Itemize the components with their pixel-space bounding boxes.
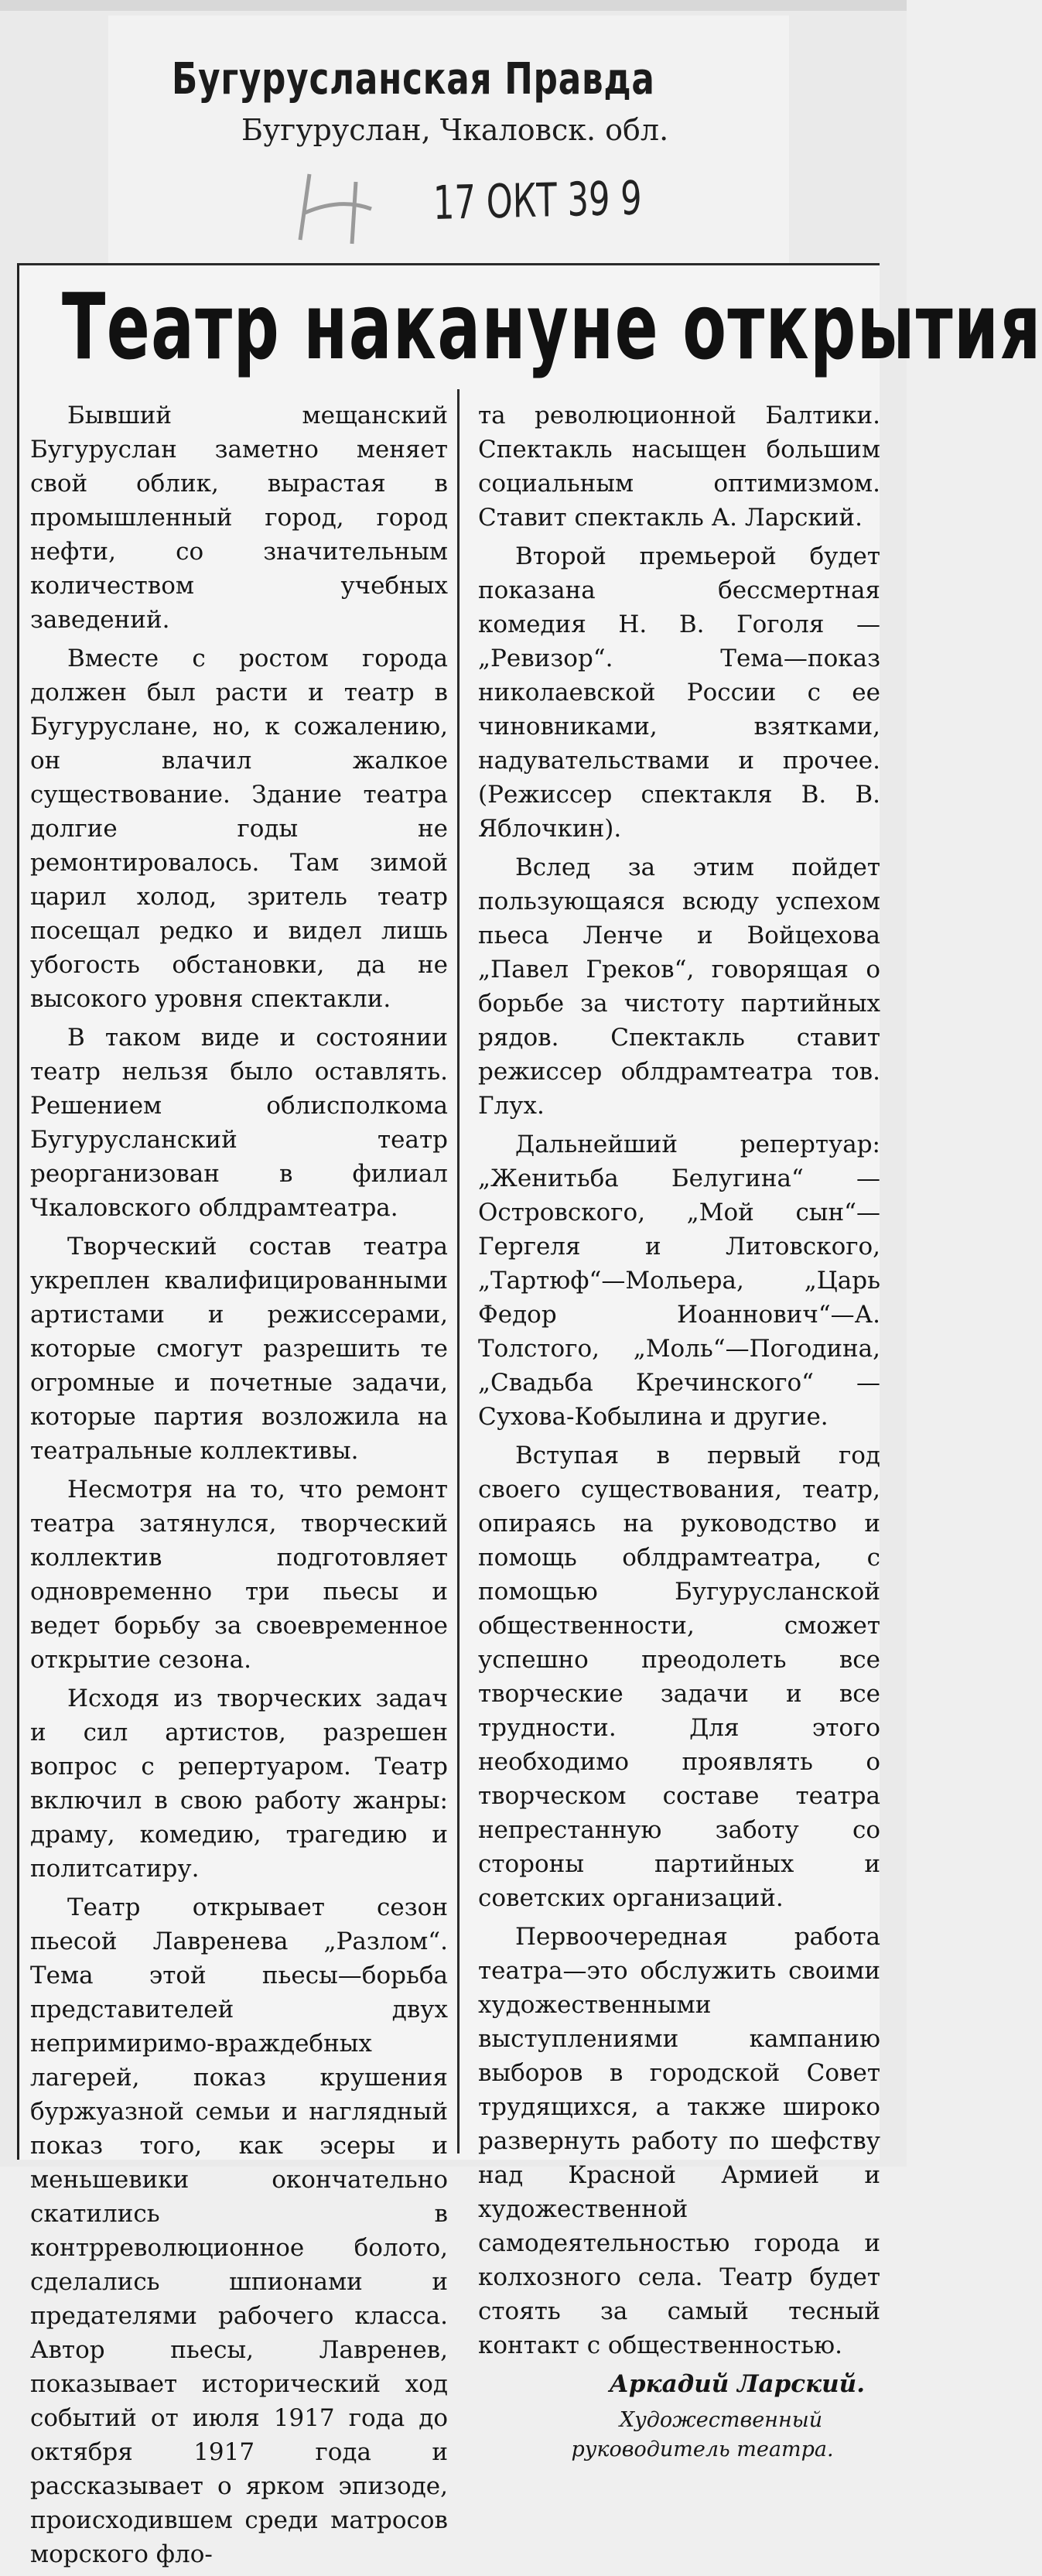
paragraph: Вступая в первый год своего существования, театр, опираясь на руководство и помощь облдрамтеатра, с помощью Бугурусланской общественности, сможет успешно преодолеть все творческие задачи и все трудности. Для этого необходимо проявлять о творческом составе театра непрестанную заботу со стороны партийных и советских организаций.: [478, 1442, 880, 1912]
right-column: [478, 399, 880, 2469]
author-signature: Аркадий Ларский.: [609, 2370, 865, 2398]
paragraph-continuation: та революционной Балтики. Спектакль насыщен большим социальным оптимизмом. Ставит спектакль А. Ларский.: [478, 402, 880, 532]
left-column: [30, 399, 448, 2576]
paragraph: Вместе с ростом города должен был расти и театр в Бугуруслане, но, к сожалению, он влачил жалкое существование. Здание театра долгие годы не ремонтировалось. Там зимой царил холод, зритель театр посещал редко и видел лишь убогость обстановки, да не высокого уровня спектакли.: [30, 645, 448, 1013]
newspaper-place: Бугуруслан, Чкаловск. обл.: [241, 113, 669, 147]
paragraph: Второй премьерой будет показана бессмертная комедия Н. В. Гоголя —„Ревизор“. Тема—показ николаевской России с ее чиновниками, взятками, надувательствами и прочее. (Режиссер спектакля В. В. Яблочкин).: [478, 542, 880, 843]
ink-scribble: [278, 166, 402, 251]
article: [17, 263, 1042, 2568]
article-headline: Театр накануне открытия: [62, 273, 1042, 380]
author-title: Художественный руководитель театра.: [571, 2408, 834, 2461]
paragraph: Исходя из творческих задач и сил артистов, разрешен вопрос с репертуаром. Театр включил в свою работу жанры: драму, комедию, трагедию и политсатиру.: [30, 1685, 448, 1883]
paragraph: Театр открывает сезон пьесой Лавренева „Разлом“. Тема этой пьесы—борьба представителей двух непримиримо-враждебных лагерей, показ крушения буржуазной семьи и наглядный показ того, как эсеры и меньшевики окончательно скатились в контрреволюционное болото, сделались шпионами и предателями рабочего класса. Автор пьесы, Лавренев, показывает исторический ход событий от июля 1917 года до октября 1917 года и рассказывает о ярком эпизоде, происходившем среди матросов морского фло-: [30, 1894, 448, 2568]
paragraph: Творческий состав театра укреплен квалифицированными артистами и режиссерами, которые смогут разрешить те огромные и почетные задачи, которые партия возложила на театральные коллективы.: [30, 1233, 448, 1465]
paragraph: Дальнейший репертуар: „Женитьба Белугина“ — Островского, „Мой сын“—Гергеля и Литовского, „Тартюф“—Мольера, „Царь Федор Иоаннович“—А. Толстого, „Моль“—Погодина, „Свадьба Кречинского“ —Сухова-Кобылина и другие.: [478, 1131, 880, 1431]
scan-edge: [0, 0, 907, 11]
paragraph: Первоочередная работа театра—это обслужить своими художественными выступлениями кампанию выборов в городской Совет трудящихся, а также широко развернуть работу по шефству над Красной Армией и художественной самодеятельностью города и колхозного села. Театр будет стоять за самый тесный контакт с общественностью.: [478, 1923, 880, 2359]
column-divider: [457, 389, 460, 2154]
paragraph: Вслед за этим пойдет пользующаяся всюду успехом пьеса Ленче и Войцехова „Павел Греков“, говорящая о борьбе за чистоту партийных рядов. Спектакль ставит режиссер облдрамтеатра тов. Глух.: [478, 854, 880, 1120]
paragraph: Несмотря на то, что ремонт театра затянулся, творческий коллектив подготовляет одновременно три пьесы и ведет борьбу за своевременное открытие сезона.: [30, 1476, 448, 1674]
newspaper-name: Бугурусланская Правда: [172, 54, 655, 104]
date-stamp: 17 ОКТ 39 9: [432, 171, 643, 231]
paragraph: Бывший мещанский Бугуруслан заметно меняет свой облик, вырастая в промышленный город, город нефти, со значительным количеством учебных заведений.: [30, 402, 448, 634]
paragraph: В таком виде и состоянии театр нельзя было оставлять. Решением облисполкома Бугурусланский театр реорганизован в филиал Чкаловского облдрамтеатра.: [30, 1024, 448, 1222]
